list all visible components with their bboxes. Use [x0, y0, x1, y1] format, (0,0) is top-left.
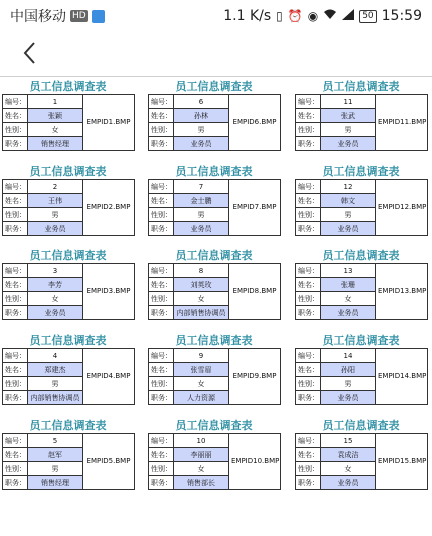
employee-form-card — [148, 80, 280, 156]
gender-value: 男 — [28, 462, 83, 476]
name-label: 姓名： — [296, 363, 321, 377]
gender-value: 女 — [174, 292, 229, 306]
id-label: 编号： — [149, 434, 174, 448]
name-value: 赵军 — [28, 448, 83, 462]
form-title: 员工信息调查表 — [29, 334, 107, 347]
job-label: 职务： — [3, 306, 28, 320]
battery-icon: 50 — [359, 10, 376, 23]
job-value: 业务员 — [321, 306, 376, 320]
employee-form-card — [2, 80, 134, 156]
job-value: 内部销售协调员 — [174, 306, 229, 320]
job-label: 职务： — [296, 306, 321, 320]
alarm-icon: ⏰ — [287, 9, 303, 23]
id-label: 编号： — [149, 95, 174, 109]
name-value: 金士鹏 — [174, 194, 229, 208]
name-label: 姓名： — [149, 278, 174, 292]
form-title: 员工信息调查表 — [322, 165, 400, 178]
job-label: 职务： — [296, 137, 321, 151]
employee-form-card — [148, 334, 280, 410]
eye-icon: ◉ — [307, 9, 319, 23]
job-value: 业务员 — [321, 137, 376, 151]
job-value: 人力资源 — [174, 391, 229, 405]
id-label: 编号： — [3, 349, 28, 363]
employee-form-card — [295, 80, 427, 156]
gender-value: 女 — [321, 292, 376, 306]
job-value: 业务员 — [28, 306, 83, 320]
id-value: 7 — [174, 180, 229, 194]
gender-label: 性别： — [149, 292, 174, 306]
gender-label: 性别： — [296, 462, 321, 476]
name-label: 姓名： — [3, 448, 28, 462]
job-value: 业务员 — [174, 137, 229, 151]
id-label: 编号： — [149, 349, 174, 363]
job-label: 职务： — [149, 391, 174, 405]
id-value: 13 — [321, 264, 376, 278]
gender-label: 性别： — [3, 377, 28, 391]
name-value: 张颖 — [28, 109, 83, 123]
employee-form-card — [148, 165, 280, 241]
gender-value: 男 — [28, 377, 83, 391]
photo-placeholder: EMPID7.BMP — [229, 180, 281, 236]
carrier-label: 中国移动 — [10, 9, 66, 25]
name-value: 刘英玫 — [174, 278, 229, 292]
id-value: 3 — [28, 264, 83, 278]
id-value: 14 — [321, 349, 376, 363]
employee-table — [2, 179, 135, 236]
id-value: 9 — [174, 349, 229, 363]
employee-table — [295, 263, 428, 320]
job-value: 业务员 — [28, 222, 83, 236]
id-value: 12 — [321, 180, 376, 194]
employee-form-card — [295, 249, 427, 325]
photo-placeholder: EMPID8.BMP — [229, 264, 281, 320]
gender-label: 性别： — [3, 292, 28, 306]
name-value: 李丽丽 — [174, 448, 229, 462]
employee-form-card — [2, 249, 134, 325]
gender-label: 性别： — [296, 292, 321, 306]
id-label: 编号： — [296, 349, 321, 363]
job-value: 销售经理 — [28, 137, 83, 151]
photo-placeholder: EMPID2.BMP — [83, 180, 135, 236]
id-label: 编号： — [296, 434, 321, 448]
job-label: 职务： — [3, 137, 28, 151]
id-label: 编号： — [296, 95, 321, 109]
name-label: 姓名： — [149, 194, 174, 208]
job-label: 职务： — [149, 306, 174, 320]
name-label: 姓名： — [149, 363, 174, 377]
job-label: 职务： — [149, 222, 174, 236]
job-label: 职务： — [296, 391, 321, 405]
name-value: 孙阳 — [321, 363, 376, 377]
employee-form-card — [295, 419, 427, 495]
name-label: 姓名： — [3, 109, 28, 123]
id-label: 编号： — [149, 180, 174, 194]
id-value: 4 — [28, 349, 83, 363]
form-title: 员工信息调查表 — [175, 249, 253, 262]
photo-placeholder: EMPID12.BMP — [376, 180, 428, 236]
employee-table — [148, 348, 281, 405]
form-title: 员工信息调查表 — [322, 80, 400, 93]
photo-placeholder: EMPID6.BMP — [229, 95, 281, 151]
job-value: 业务员 — [321, 476, 376, 490]
form-title: 员工信息调查表 — [322, 419, 400, 432]
form-title: 员工信息调查表 — [175, 165, 253, 178]
employee-form-card — [295, 334, 427, 410]
name-value: 袁成洁 — [321, 448, 376, 462]
job-value: 销售经理 — [28, 476, 83, 490]
form-title: 员工信息调查表 — [175, 419, 253, 432]
name-label: 姓名： — [149, 109, 174, 123]
job-value: 业务员 — [321, 222, 376, 236]
back-button[interactable] — [14, 38, 44, 68]
name-label: 姓名： — [296, 448, 321, 462]
gender-value: 男 — [174, 208, 229, 222]
name-label: 姓名： — [296, 194, 321, 208]
job-value: 业务员 — [321, 391, 376, 405]
job-label: 职务： — [296, 476, 321, 490]
employee-table — [295, 94, 428, 151]
photo-placeholder: EMPID4.BMP — [83, 349, 135, 405]
gender-value: 女 — [28, 123, 83, 137]
name-value: 李芳 — [28, 278, 83, 292]
name-label: 姓名： — [296, 109, 321, 123]
photo-placeholder: EMPID9.BMP — [229, 349, 281, 405]
gender-value: 女 — [28, 292, 83, 306]
id-value: 1 — [28, 95, 83, 109]
gender-label: 性别： — [296, 377, 321, 391]
gender-value: 女 — [174, 377, 229, 391]
network-speed: 1.1 K/s — [223, 8, 272, 24]
id-label: 编号： — [296, 264, 321, 278]
form-title: 员工信息调查表 — [29, 80, 107, 93]
name-label: 姓名： — [296, 278, 321, 292]
photo-placeholder: EMPID15.BMP — [376, 434, 428, 490]
gender-label: 性别： — [149, 208, 174, 222]
vibrate-icon: ▯ — [276, 9, 283, 23]
id-value: 2 — [28, 180, 83, 194]
header-divider — [0, 76, 432, 77]
gender-value: 男 — [174, 123, 229, 137]
name-value: 孙林 — [174, 109, 229, 123]
name-value: 张珊 — [321, 278, 376, 292]
name-value: 韩文 — [321, 194, 376, 208]
photo-placeholder: EMPID10.BMP — [229, 434, 281, 490]
job-label: 职务： — [3, 222, 28, 236]
employee-table — [2, 94, 135, 151]
name-label: 姓名： — [3, 278, 28, 292]
form-title: 员工信息调查表 — [175, 80, 253, 93]
job-label: 职务： — [149, 137, 174, 151]
name-label: 姓名： — [3, 363, 28, 377]
photo-placeholder: EMPID3.BMP — [83, 264, 135, 320]
hd-badge: HD — [72, 11, 86, 21]
form-title: 员工信息调查表 — [29, 419, 107, 432]
gender-label: 性别： — [149, 462, 174, 476]
signal-icon — [342, 9, 354, 23]
employee-table — [2, 348, 135, 405]
gender-value: 男 — [321, 208, 376, 222]
gender-label: 性别： — [296, 208, 321, 222]
photo-placeholder: EMPID13.BMP — [376, 264, 428, 320]
employee-form-card — [148, 419, 280, 495]
form-title: 员工信息调查表 — [175, 334, 253, 347]
id-label: 编号： — [3, 264, 28, 278]
employee-table — [2, 433, 135, 490]
name-value: 张雪眉 — [174, 363, 229, 377]
job-label: 职务： — [3, 391, 28, 405]
employee-form-card — [2, 334, 134, 410]
gender-label: 性别： — [3, 123, 28, 137]
employee-table — [148, 263, 281, 320]
gender-label: 性别： — [3, 208, 28, 222]
id-value: 8 — [174, 264, 229, 278]
photo-placeholder: EMPID1.BMP — [83, 95, 135, 151]
name-value: 张武 — [321, 109, 376, 123]
id-value: 6 — [174, 95, 229, 109]
job-value: 内部销售协调员 — [28, 391, 83, 405]
id-label: 编号： — [149, 264, 174, 278]
gender-value: 男 — [321, 123, 376, 137]
employee-table — [295, 348, 428, 405]
employee-table — [148, 94, 281, 151]
id-value: 5 — [28, 434, 83, 448]
job-label: 职务： — [149, 476, 174, 490]
employee-table — [295, 179, 428, 236]
id-label: 编号： — [3, 95, 28, 109]
gender-label: 性别： — [149, 123, 174, 137]
wifi-icon — [323, 9, 337, 23]
employee-table — [2, 263, 135, 320]
gender-value: 男 — [28, 208, 83, 222]
app-bar — [0, 32, 432, 76]
id-value: 15 — [321, 434, 376, 448]
employee-form-card — [2, 165, 134, 241]
gender-value: 男 — [321, 377, 376, 391]
employee-form-card — [295, 165, 427, 241]
id-value: 11 — [321, 95, 376, 109]
photo-placeholder: EMPID5.BMP — [83, 434, 135, 490]
employee-form-card — [148, 249, 280, 325]
job-label: 职务： — [3, 476, 28, 490]
name-label: 姓名： — [3, 194, 28, 208]
photo-placeholder: EMPID11.BMP — [376, 95, 428, 151]
gender-label: 性别： — [149, 377, 174, 391]
id-value: 10 — [174, 434, 229, 448]
id-label: 编号： — [3, 434, 28, 448]
photo-placeholder: EMPID14.BMP — [376, 349, 428, 405]
id-label: 编号： — [3, 180, 28, 194]
employee-table — [148, 433, 281, 490]
job-value: 销售部长 — [174, 476, 229, 490]
name-label: 姓名： — [149, 448, 174, 462]
id-label: 编号： — [296, 180, 321, 194]
name-value: 郑建杰 — [28, 363, 83, 377]
status-bar — [0, 0, 432, 32]
gender-value: 女 — [321, 462, 376, 476]
employee-form-card — [2, 419, 134, 495]
employee-table — [295, 433, 428, 490]
job-value: 业务员 — [174, 222, 229, 236]
clock: 15:59 — [381, 8, 422, 24]
gender-label: 性别： — [3, 462, 28, 476]
form-title: 员工信息调查表 — [322, 249, 400, 262]
app-notification-icon — [92, 10, 105, 23]
name-value: 王伟 — [28, 194, 83, 208]
job-label: 职务： — [296, 222, 321, 236]
employee-table — [148, 179, 281, 236]
form-title: 员工信息调查表 — [29, 165, 107, 178]
gender-value: 女 — [174, 462, 229, 476]
gender-label: 性别： — [296, 123, 321, 137]
form-title: 员工信息调查表 — [322, 334, 400, 347]
form-title: 员工信息调查表 — [29, 249, 107, 262]
chevron-left-icon — [22, 41, 36, 65]
